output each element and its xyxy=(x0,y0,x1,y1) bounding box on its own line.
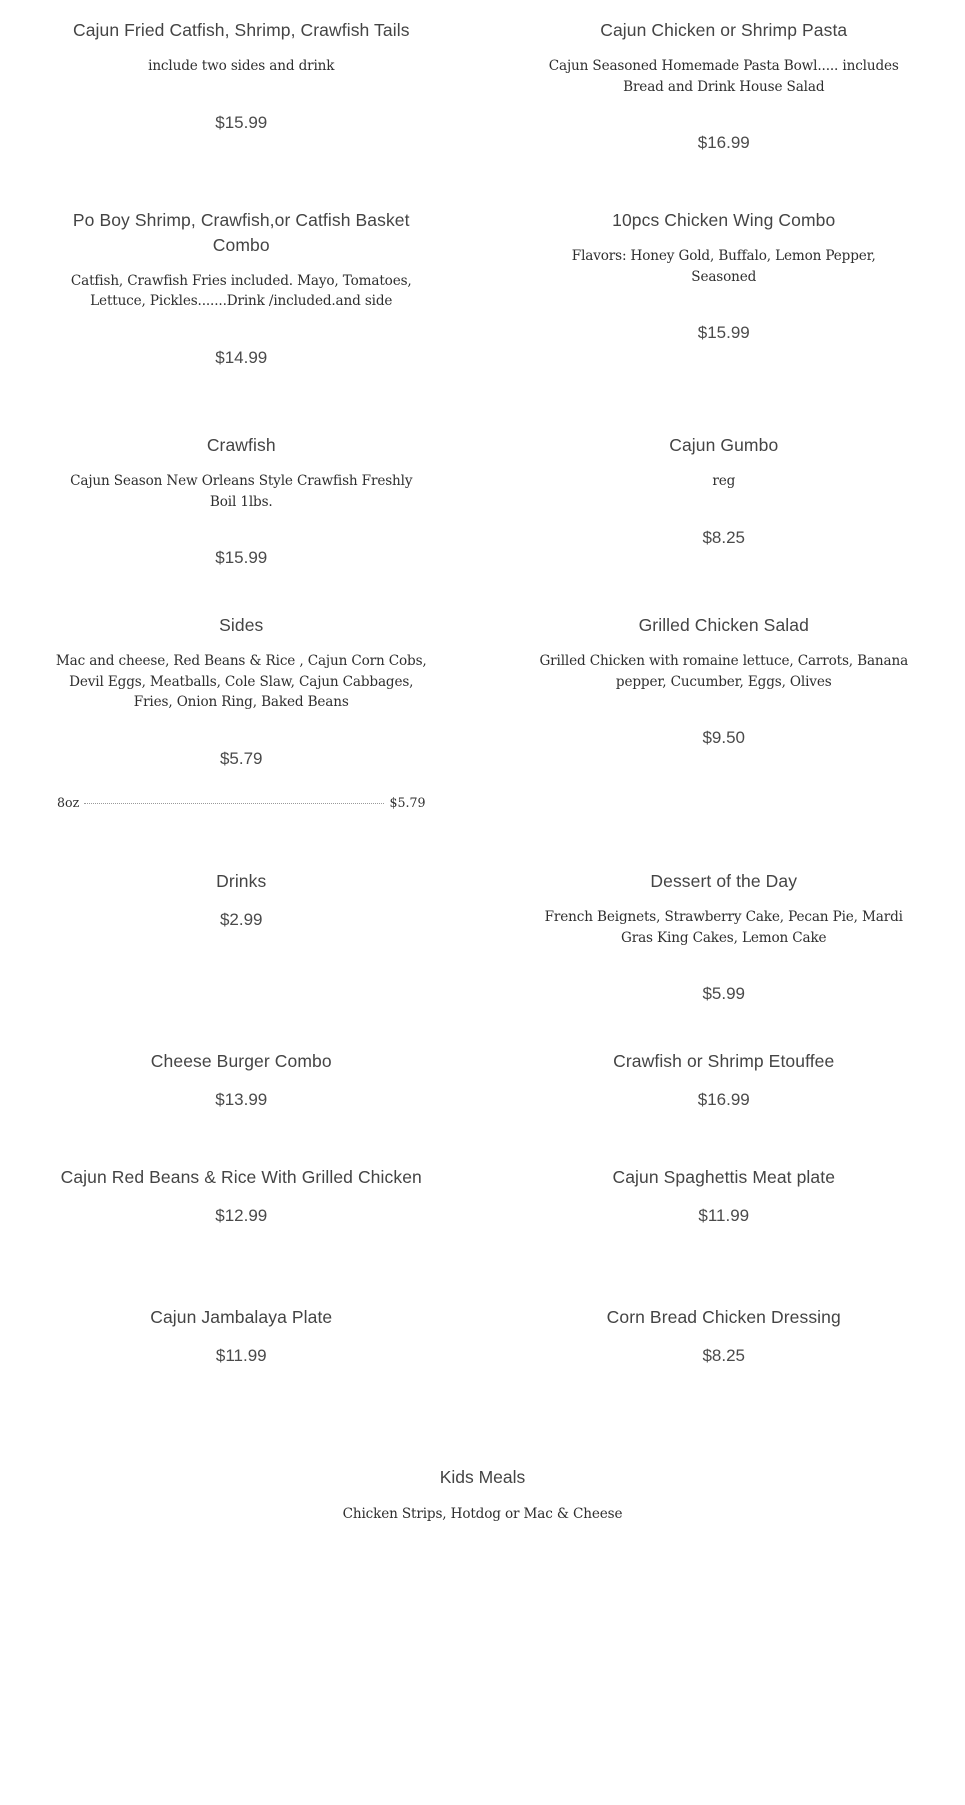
menu-item-price: $8.25 xyxy=(702,527,746,547)
spacer xyxy=(538,1190,911,1204)
spacer xyxy=(55,512,428,546)
menu-item-title: Cajun Red Beans & Rice With Grilled Chicken xyxy=(60,1167,422,1187)
menu-item-price: $9.50 xyxy=(702,728,746,748)
menu-item-title: Grilled Chicken Salad xyxy=(638,615,809,635)
spacer xyxy=(55,312,428,346)
spacer xyxy=(538,492,911,526)
menu-item-price: $11.99 xyxy=(215,1345,267,1365)
menu-row xyxy=(0,433,965,613)
menu-item-title: Cajun Jambalaya Plate xyxy=(150,1307,333,1327)
menu-item-option-row[interactable] xyxy=(55,795,428,810)
menu-item-price: $15.99 xyxy=(215,112,268,132)
menu-item[interactable] xyxy=(483,869,965,1049)
spacer xyxy=(538,97,911,131)
menu-item-price: $16.99 xyxy=(697,1089,750,1109)
menu-item-title: Crawfish xyxy=(206,435,276,455)
menu-item-price: $5.79 xyxy=(219,748,263,768)
spacer xyxy=(55,1330,428,1344)
menu-item[interactable] xyxy=(483,1049,965,1165)
menu-item[interactable] xyxy=(0,1049,483,1165)
menu-item-price: $15.99 xyxy=(697,323,750,343)
menu-item[interactable] xyxy=(0,208,483,433)
menu-item-title: Cajun Chicken or Shrimp Pasta xyxy=(600,20,848,40)
spacer xyxy=(55,77,428,111)
menu-row xyxy=(0,869,965,1049)
menu-item[interactable] xyxy=(0,18,483,208)
menu-item[interactable] xyxy=(0,1305,483,1421)
spacer xyxy=(55,1074,428,1088)
spacer xyxy=(55,1190,428,1204)
spacer xyxy=(55,894,428,908)
menu-item-title: Corn Bread Chicken Dressing xyxy=(606,1307,841,1327)
kids-meals-title: Kids Meals xyxy=(439,1467,526,1487)
menu-item-title: 10pcs Chicken Wing Combo xyxy=(612,210,836,230)
menu-item-title: Dessert of the Day xyxy=(650,871,798,891)
spacer xyxy=(55,771,428,795)
menu-item-description: Catfish, Crawfish Fries included. Mayo, Tomatoes, Lettuce, Pickles.......Drink /included.and side xyxy=(70,272,412,310)
menu-item-price: $13.99 xyxy=(215,1089,268,1109)
menu-item-title: Cajun Gumbo xyxy=(669,435,779,455)
menu-item-description: French Beignets, Strawberry Cake, Pecan Pie, Mardi Gras King Cakes, Lemon Cake xyxy=(544,908,903,946)
menu-item[interactable] xyxy=(483,613,965,869)
menu-row xyxy=(0,208,965,433)
menu-item-description: include two sides and drink xyxy=(148,57,335,74)
kids-meals-description: Chicken Strips, Hotdog or Mac & Cheese xyxy=(342,1506,623,1522)
menu-row xyxy=(0,18,965,208)
spacer xyxy=(538,948,911,982)
menu-item-title: Cajun Spaghettis Meat plate xyxy=(612,1167,836,1187)
spacer xyxy=(538,692,911,726)
option-price: $5.79 xyxy=(389,794,426,810)
menu-item[interactable] xyxy=(483,433,965,613)
menu-item-title: Po Boy Shrimp, Crawfish,or Catfish Basket Combo xyxy=(72,210,410,255)
menu-item-price: $16.99 xyxy=(697,133,750,153)
menu-item[interactable] xyxy=(483,1165,965,1305)
menu-item[interactable] xyxy=(0,1165,483,1305)
leader-dots xyxy=(84,802,384,804)
menu-item-price: $12.99 xyxy=(215,1205,268,1225)
menu-item-description: Flavors: Honey Gold, Buffalo, Lemon Pepper, Seasoned xyxy=(571,247,876,285)
menu-item-price: $2.99 xyxy=(219,909,263,929)
menu-item-price: $8.25 xyxy=(702,1345,746,1365)
option-label: 8oz xyxy=(57,794,80,810)
menu-item[interactable] xyxy=(483,1305,965,1421)
menu-item[interactable] xyxy=(0,869,483,1049)
menu-item-price: $14.99 xyxy=(215,348,268,367)
menu-row xyxy=(0,1165,965,1305)
menu-item-description: Cajun Season New Orleans Style Crawfish Freshly Boil 1lbs. xyxy=(70,472,413,510)
menu-item-title: Cajun Fried Catfish, Shrimp, Crawfish Tails xyxy=(72,20,410,40)
menu-item-price: $5.99 xyxy=(702,984,746,1004)
menu-item-title: Cheese Burger Combo xyxy=(150,1051,332,1071)
menu-item-price: $11.99 xyxy=(698,1205,750,1225)
menu-item-description: reg xyxy=(712,472,736,489)
menu-row xyxy=(0,1049,965,1165)
menu-item-title: Drinks xyxy=(216,871,267,891)
menu-item-title: Crawfish or Shrimp Etouffee xyxy=(613,1051,835,1071)
menu-row xyxy=(0,1305,965,1421)
menu-item[interactable] xyxy=(0,613,483,869)
menu-items-grid xyxy=(0,18,965,1421)
spacer xyxy=(538,287,911,321)
menu-item[interactable] xyxy=(0,433,483,613)
menu-item[interactable] xyxy=(483,18,965,208)
menu-item[interactable] xyxy=(483,208,965,433)
menu-row xyxy=(0,613,965,869)
spacer xyxy=(55,713,428,747)
menu-item-price: $15.99 xyxy=(215,548,268,568)
menu-item-description: Grilled Chicken with romaine lettuce, Carrots, Banana pepper, Cucumber, Eggs, Olives xyxy=(539,652,909,690)
spacer xyxy=(538,1074,911,1088)
menu-item-title: Sides xyxy=(219,615,264,635)
kids-meals-section xyxy=(0,1467,965,1522)
menu-item-description: Cajun Seasoned Homemade Pasta Bowl..... includes Bread and Drink House Salad xyxy=(548,57,899,95)
spacer xyxy=(538,1330,911,1344)
menu-item-description: Mac and cheese, Red Beans & Rice , Cajun Corn Cobs, Devil Eggs, Meatballs, Cole Slaw, Cajun Cabbages, Fries, Onion Ring, Baked Beans xyxy=(55,652,427,711)
